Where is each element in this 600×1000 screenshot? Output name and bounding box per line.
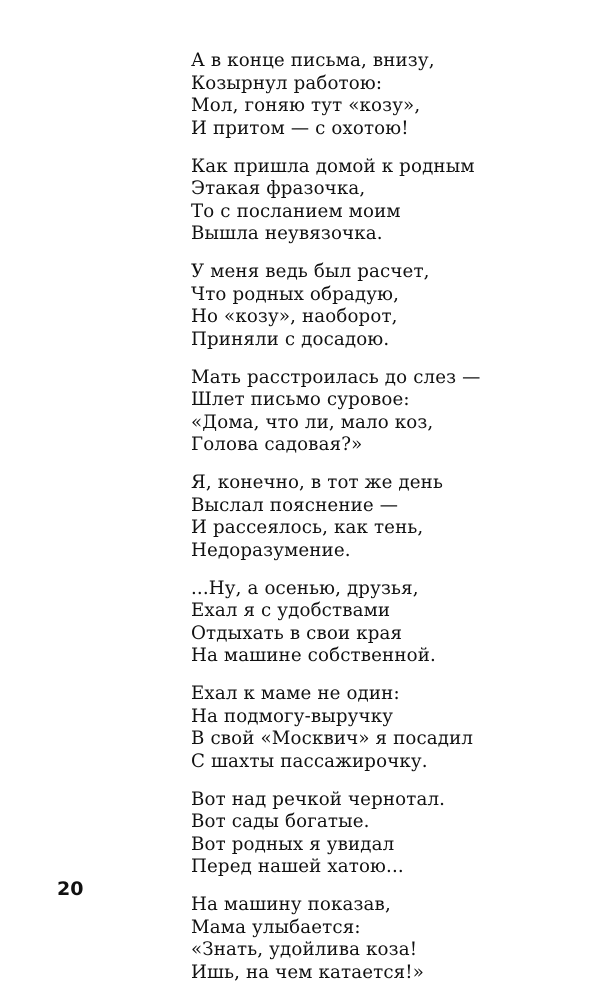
poem-line: Вот родных я увидал <box>191 833 395 855</box>
poem-line: «Дома, что ли, мало коз, <box>191 411 434 433</box>
poem-line: А в конце письма, внизу, <box>191 50 435 71</box>
poem-line: В свой «Москвич» я посадил <box>191 728 474 749</box>
stanza <box>191 894 571 984</box>
poem-line: У меня ведь был расчет, <box>191 261 430 282</box>
stanza <box>191 261 571 351</box>
stanza <box>191 683 571 773</box>
poem-line: Этакая фразочка, <box>191 178 366 199</box>
stanza <box>191 367 571 457</box>
stanza <box>191 472 571 562</box>
poem-line: Вот сады богатые. <box>191 811 370 832</box>
poem-line: Вот над речкой чернотал. <box>191 788 446 810</box>
poem-line: На подмогу-выручку <box>191 705 394 727</box>
poem-line: Но «козу», наоборот, <box>191 306 398 327</box>
poem-line: Я, конечно, в тот же день <box>191 472 443 493</box>
poem-line: Голова садовая?» <box>191 434 363 455</box>
stanza <box>191 156 571 246</box>
poem-line: Мол, гоняю тут «козу», <box>191 95 421 116</box>
poem-line: И рассеялось, как тень, <box>191 517 424 538</box>
poem-line: Мать расстроилась до слез — <box>191 366 481 388</box>
page-number: 20 <box>57 878 84 900</box>
poem-line: Ехал к маме не один: <box>191 683 400 704</box>
poem-line: Ехал я с удобствами <box>191 600 391 621</box>
stanza <box>191 578 571 668</box>
poem-line: Перед нашей хатою... <box>191 856 404 877</box>
stanza <box>191 50 571 140</box>
poem-line: Недоразумение. <box>191 539 351 561</box>
poem-line: «Знать, удойлива коза! <box>191 939 418 960</box>
stanza <box>191 789 571 879</box>
poem-line: Отдыхать в свои края <box>191 622 403 644</box>
poem-line: Как пришла домой к родным <box>191 155 475 177</box>
poem-line: Шлет письмо суровое: <box>191 389 410 410</box>
poem-line: Ишь, на чем катается!» <box>191 961 425 983</box>
poem-line: Выслал пояснение — <box>191 494 399 516</box>
poem-line: ...Ну, а осенью, друзья, <box>191 577 419 599</box>
poem-line: С шахты пассажирочку. <box>191 750 428 772</box>
poem-line: И притом — с охотою! <box>191 117 409 139</box>
poem-text <box>191 50 571 1000</box>
poem-line: Козырнул работою: <box>191 72 383 94</box>
poem-line: Вышла неувязочка. <box>191 223 383 244</box>
poem-line: Приняли с досадою. <box>191 328 390 350</box>
poem-line: Мама улыбается: <box>191 916 361 938</box>
poem-line: То с посланием моим <box>191 200 401 222</box>
poem-line: Что родных обрадую, <box>191 283 400 305</box>
poem-line: На машину показав, <box>191 894 391 915</box>
poem-line: На машине собственной. <box>191 645 436 666</box>
